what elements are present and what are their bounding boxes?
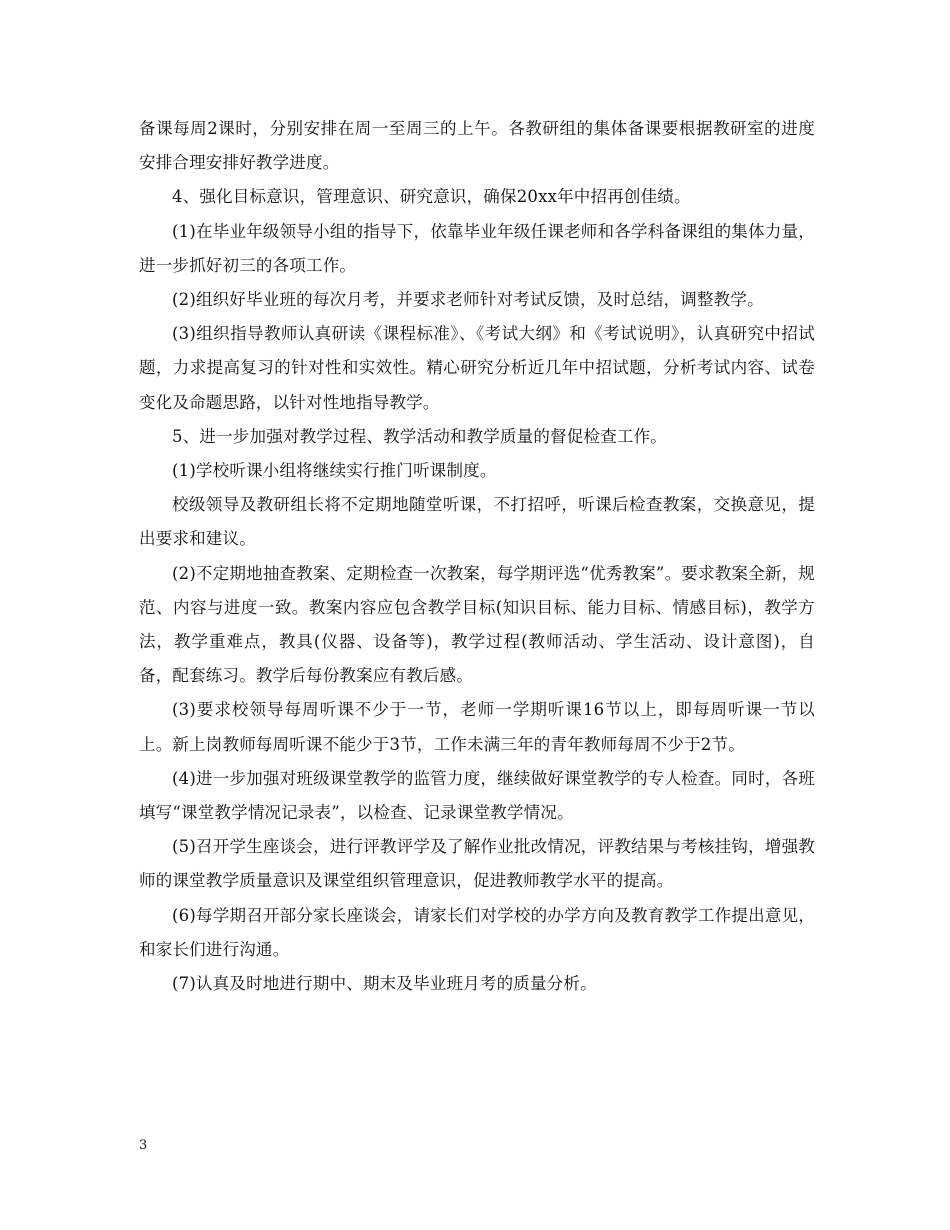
page-number: 3 bbox=[139, 1138, 148, 1153]
paragraph-3: (1)在毕业年级领导小组的指导下，依靠毕业年级任课老师和各学科备课组的集体力量，进一步抓好初三的各项工作。 bbox=[139, 221, 815, 275]
paragraph-7: (1)学校听课小组将继续实行推门听课制度。 bbox=[172, 461, 497, 481]
paragraph-9: (2)不定期地抽查教案、定期检查一次教案，每学期评选“优秀教案”。要求教案全新，规范、内容与进度一致。教案内容应包含教学目标(知识目标、能力目标、情感目标)，教学方法，教学重难点，教具(仪器、设备等)，教学过程(教师活动、学生活动、设计意图)，自备，配套练习。教学后每份教案应有教后感。 bbox=[139, 563, 815, 686]
paragraph-12: (5)召开学生座谈会，进行评教评学及了解作业批改情况，评教结果与考核挂钩，增强教师的课堂教学质量意识及课堂组织管理意识，促进教师教学水平的提高。 bbox=[139, 837, 815, 891]
paragraph-11: (4)进一步加强对班级课堂教学的监管力度，继续做好课堂教学的专人检查。同时，各班填写“课堂教学情况记录表”，以检查、记录课堂教学情况。 bbox=[139, 768, 815, 823]
paragraph-13: (6)每学期召开部分家长座谈会，请家长们对学校的办学方向及教育教学工作提出意见，和家长们进行沟通。 bbox=[139, 905, 815, 959]
paragraph-4: (2)组织好毕业班的每次月考，并要求老师针对考试反馈，及时总结，调整教学。 bbox=[172, 290, 764, 310]
paragraph-10: (3)要求校领导每周听课不少于一节，老师一学期听课16节以上，即每周听课一节以上。新上岗教师每周听课不能少于3节，工作未满三年的青年教师每周不少于2节。 bbox=[139, 700, 815, 754]
paragraph-8: 校级领导及教研组长将不定期地随堂听课，不打招呼，听课后检查教案，交换意见，提出要求和建议。 bbox=[139, 495, 815, 549]
document-body bbox=[139, 112, 815, 1001]
paragraph-1: 备课每周2课时，分别安排在周一至周三的上午。各教研组的集体备课要根据教研室的进度安排合理安排好教学进度。 bbox=[139, 119, 815, 173]
paragraph-2: 4、强化目标意识，管理意识、研究意识，确保20xx年中招再创佳绩。 bbox=[172, 187, 691, 207]
paragraph-14: (7)认真及时地进行期中、期末及毕业班月考的质量分析。 bbox=[172, 974, 597, 994]
paragraph-6: 5、进一步加强对教学过程、教学活动和教学质量的督促检查工作。 bbox=[172, 426, 667, 446]
paragraph-5: (3)组织指导教师认真研读《课程标准》、《考试大纲》和《考试说明》，认真研究中招试题，力求提高复习的针对性和实效性。精心研究分析近几年中招试题，分析考试内容、试卷变化及命题思路，以针对性地指导教学。 bbox=[139, 324, 815, 412]
